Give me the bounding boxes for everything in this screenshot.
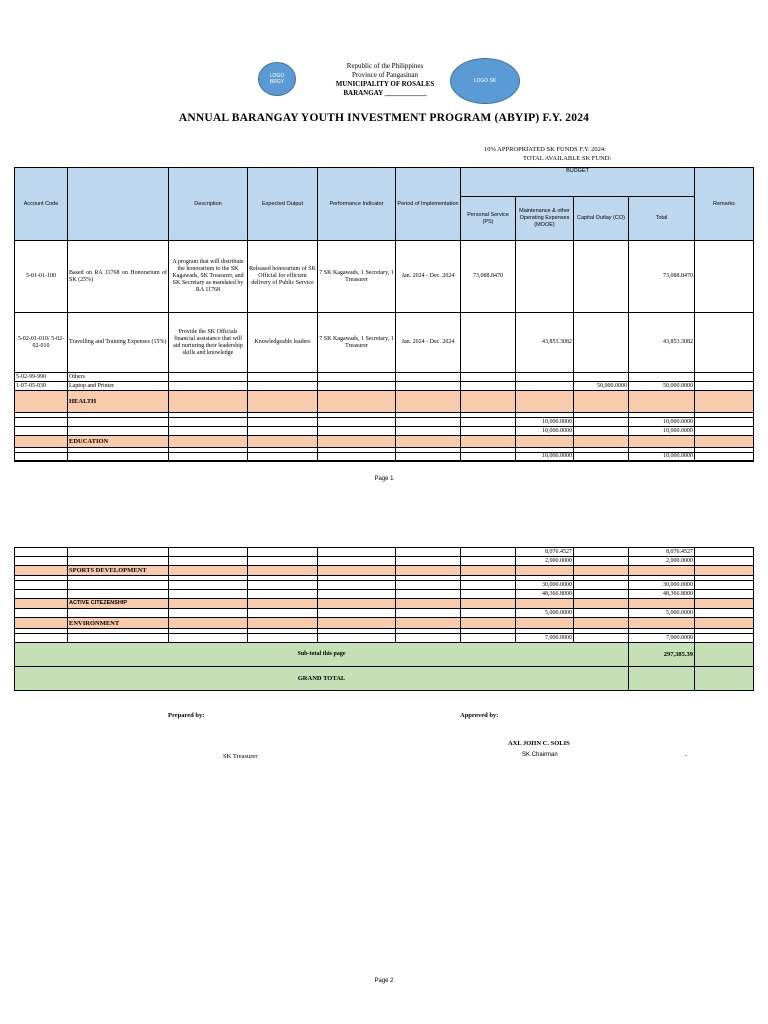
table-row <box>15 427 754 436</box>
section-education: EDUCATION <box>68 436 169 448</box>
row-total: 43,853.3082 <box>629 313 695 373</box>
row-period: Jan. 2024 - Dec. 2024 <box>396 313 461 373</box>
col-remarks: Remarks <box>695 168 754 241</box>
row-total: 8,076.4527 <box>629 548 695 557</box>
grand-total-label: GRAND TOTAL <box>15 667 629 691</box>
approved-by-label: Approved by: <box>460 712 499 719</box>
chairman-title: SK Chairman <box>522 752 558 758</box>
row-code: 5-02-99-990 <box>15 373 68 382</box>
abyip-table-page-2 <box>14 547 754 691</box>
col-expected-output: Expected Output <box>248 168 318 241</box>
row-total: 5,000.0000 <box>629 609 695 618</box>
section-row <box>15 436 754 448</box>
available-fund-label: TOTAL AVAILABLE SK FUND: <box>523 155 612 162</box>
row-co <box>574 313 629 373</box>
row-program: Others <box>68 373 169 382</box>
table-row <box>15 453 754 462</box>
row-total: 2,000.0000 <box>629 557 695 566</box>
subtotal-row <box>15 643 754 667</box>
row-output: Knowledgeable leaders <box>248 313 318 373</box>
row-code: 1-07-05-030 <box>15 382 68 391</box>
row-mooe: 7,000.0000 <box>516 634 574 643</box>
col-ps: Personal Service (PS) <box>461 197 516 241</box>
row-code: 5-02-01-010/ 5-02-02-010 <box>15 313 68 373</box>
page-title: ANNUAL BARANGAY YOUTH INVESTMENT PROGRAM (ABYIP) F.Y. 2024 <box>178 112 590 124</box>
row-total: 10,000.0000 <box>629 418 695 427</box>
section-row <box>15 599 754 609</box>
page-number-2: Page 2 <box>374 978 394 984</box>
row-program: Laptop and Printer <box>68 382 169 391</box>
table-row <box>15 418 754 427</box>
row-ps: 73,088.8470 <box>461 241 516 313</box>
header-line-4: BARANGAY ____________ <box>343 89 427 97</box>
col-account-code: Account Code <box>15 168 68 241</box>
col-mooe: Maintenance & other Operating Expenses (MOOE) <box>516 197 574 241</box>
table-row <box>15 581 754 590</box>
row-mooe <box>516 241 574 313</box>
subtotal-value: 297,385.39 <box>629 643 695 667</box>
row-description: A program that will distribute the honorarium to the SK Kagawads, SK Treasurer, and SK Secretary as mandated by RA 11768 <box>169 241 248 313</box>
row-program: Travelling and Training Expenses (15%) <box>68 313 169 373</box>
appropriated-funds-label: 10% APPROPRIATED SK FUNDS F.Y. 2024: <box>484 146 606 153</box>
row-period: Jan. 2024 - Dec. 2024 <box>396 241 461 313</box>
col-program <box>68 168 169 241</box>
page-number-1: Page 1 <box>374 476 394 482</box>
row-output: Released honorarium of SK Official for efficient delivery of Public Service <box>248 241 318 313</box>
header-line-3: MUNICIPALITY OF ROSALES <box>335 80 435 88</box>
table-row <box>15 373 754 382</box>
letterhead <box>1 62 768 98</box>
section-row <box>15 618 754 629</box>
row-total: 10,000.0000 <box>629 427 695 436</box>
row-indicator: 7 SK Kagawads, 1 Secretary, 1 Treasurer <box>318 241 396 313</box>
row-mooe: 30,000.0000 <box>516 581 574 590</box>
row-code: 5-01-01-100 <box>15 241 68 313</box>
col-performance-indicator: Performance Indicator <box>318 168 396 241</box>
prepared-by-label: Prepared by: <box>168 712 205 719</box>
section-sports: SPORTS DEVELOPMENT <box>68 566 169 576</box>
grand-total-row <box>15 667 754 691</box>
table-row <box>15 590 754 599</box>
row-total: 30,000.0000 <box>629 581 695 590</box>
subtotal-label: Sub-total this page <box>15 643 629 667</box>
col-budget: BUDGET <box>461 168 695 197</box>
section-environment: ENVIRONMENT <box>68 618 169 629</box>
table-row <box>15 609 754 618</box>
table-row <box>15 313 754 373</box>
row-program: Based on RA 11768 on Honorarium of SK (25%) <box>68 241 169 313</box>
section-row <box>15 391 754 413</box>
row-co: 50,000.0000 <box>574 382 629 391</box>
row-total: 48,366.8000 <box>629 590 695 599</box>
col-period: Period of Implementation <box>396 168 461 241</box>
section-citizenship: ACTIVE CITEZENSHIP <box>68 599 169 609</box>
treasurer-title: SK Treasurer <box>223 753 258 760</box>
table-row <box>15 634 754 643</box>
row-total: 7,000.0000 <box>629 634 695 643</box>
row-description: Provide the SK Officials financial assistance that will aid nurturing their leadership skills and knowledge <box>169 313 248 373</box>
row-indicator: 7 SK Kagawads, 1 Secretary, 1 Treasurer <box>318 313 396 373</box>
section-health: HEALTH <box>68 391 169 413</box>
row-mooe: 48,366.8000 <box>516 590 574 599</box>
row-remarks <box>695 241 754 313</box>
table-row <box>15 557 754 566</box>
row-total: 50,000.0000 <box>629 382 695 391</box>
table-row <box>15 382 754 391</box>
col-co: Capital Outlay (CO) <box>574 197 629 241</box>
row-total: 73,088.8470 <box>629 241 695 313</box>
header-line-2: Province of Pangasinan <box>351 71 419 79</box>
row-co <box>574 241 629 313</box>
col-total: Total <box>629 197 695 241</box>
header-line-1: Republic of the Philippines <box>346 62 424 70</box>
abyip-table-page-1 <box>14 167 754 462</box>
row-ps <box>461 313 516 373</box>
grand-total-value <box>629 667 695 691</box>
barangay-logo-text: LOGO BRGY <box>269 73 285 85</box>
chairman-dash: - <box>685 752 688 759</box>
row-total: 10,000.0000 <box>629 453 695 462</box>
row-mooe: 10,000.0000 <box>516 418 574 427</box>
sk-logo-text: LOGO SK <box>473 78 497 84</box>
col-description: Description <box>169 168 248 241</box>
row-mooe: 43,853.3082 <box>516 313 574 373</box>
row-mooe: 5,000.0000 <box>516 609 574 618</box>
row-mooe: 10,000.0000 <box>516 427 574 436</box>
row-mooe: 10,000.0000 <box>516 453 574 462</box>
table-row <box>15 548 754 557</box>
row-remarks <box>695 313 754 373</box>
table-row <box>15 241 754 313</box>
chairman-name: AXL JOHN C. SOLIS <box>508 740 570 747</box>
section-row <box>15 566 754 576</box>
row-mooe: 8,076.4527 <box>516 548 574 557</box>
row-mooe: 2,000.0000 <box>516 557 574 566</box>
